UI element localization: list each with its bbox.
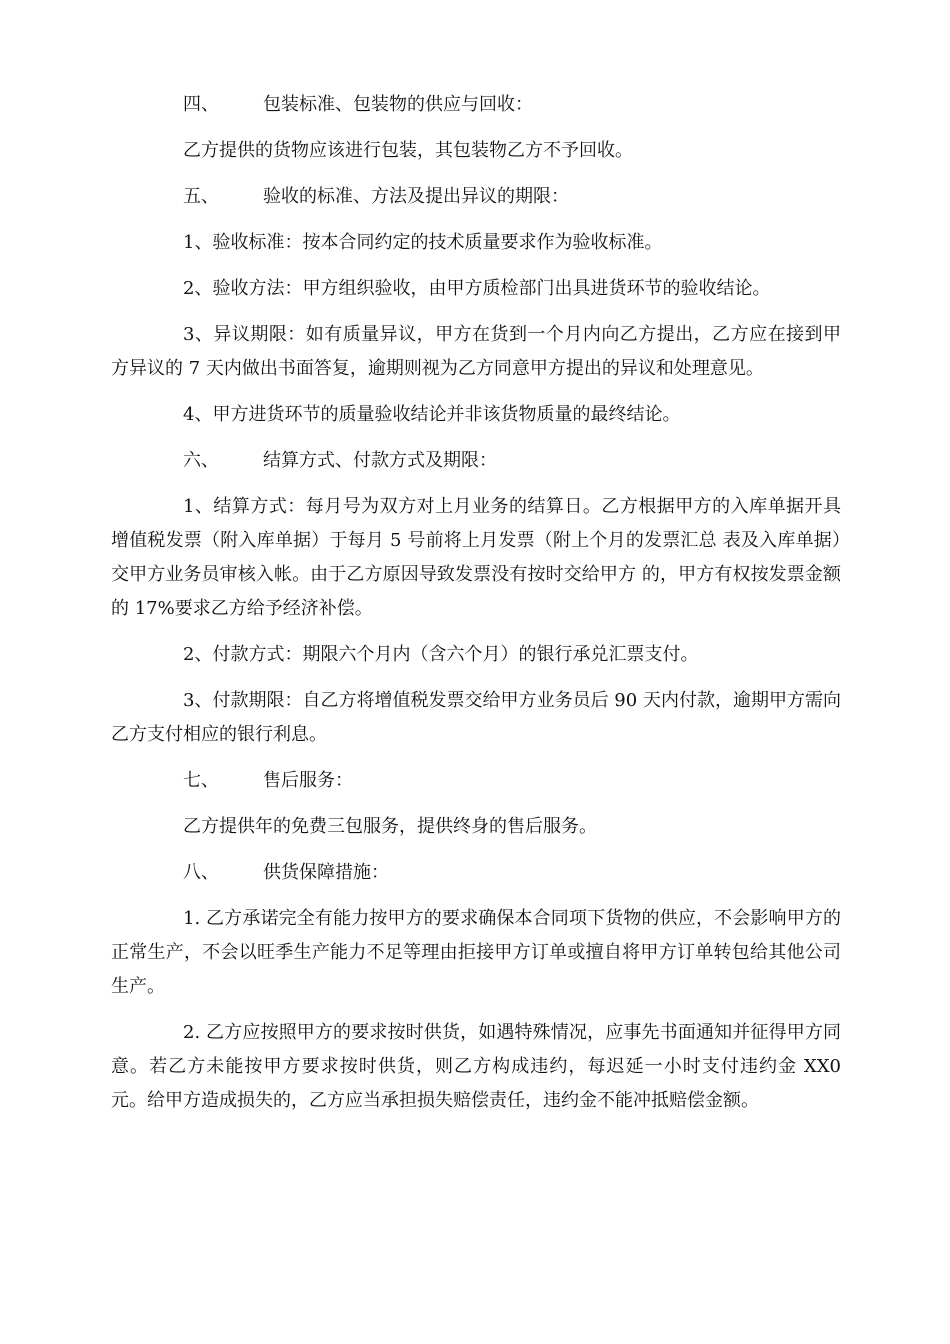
section-number: 八、 <box>183 862 219 883</box>
section-heading-8 <box>111 856 841 890</box>
paragraph: 1、结算方式：每月号为双方对上月业务的结算日。乙方根据甲方的入库单据开具增值税发票（附入库单据）于每月 5 号前将上月发票（附上个月的发票汇总 表及入库单据）交甲方业务员审核入帐。由于乙方原因导致发票没有按时交给甲方 的，甲方有权按发票金额的 17%要求乙方给予经济补偿。 <box>111 496 841 619</box>
paragraph: 1、验收标准：按本合同约定的技术质量要求作为验收标准。 <box>183 232 663 253</box>
paragraph: 乙方提供年的免费三包服务，提供终身的售后服务。 <box>183 816 597 837</box>
section-heading-5 <box>111 180 841 214</box>
section-title: 供货保障措施： <box>263 862 389 883</box>
document-body <box>111 88 841 1130</box>
paragraph: 2. 乙方应按照甲方的要求按时供货，如遇特殊情况，应事先书面通知并征得甲方同意。若乙方未能按甲方要求按时供货，则乙方构成违约，每迟延一小时支付违约金 XX0 元。给甲方造成损失的，乙方应当承担损失赔偿责任，违约金不能冲抵赔偿金额。 <box>111 1022 841 1111</box>
section-title: 售后服务： <box>263 770 353 791</box>
paragraph: 乙方提供的货物应该进行包装，其包装物乙方不予回收。 <box>183 140 633 161</box>
paragraph: 4、甲方进货环节的质量验收结论并非该货物质量的最终结论。 <box>183 404 681 425</box>
section-title: 验收的标准、方法及提出异议的期限： <box>263 186 569 207</box>
paragraph: 2、验收方法：甲方组织验收，由甲方质检部门出具进货环节的验收结论。 <box>183 278 771 299</box>
section-number: 七、 <box>183 770 219 791</box>
section-number: 六、 <box>183 450 219 471</box>
section-title: 结算方式、付款方式及期限： <box>263 450 497 471</box>
section-title: 包装标准、包装物的供应与回收： <box>263 94 533 115</box>
section-heading-6 <box>111 444 841 478</box>
section-number: 五、 <box>183 186 219 207</box>
section-number: 四、 <box>183 94 219 115</box>
paragraph: 3、付款期限：自乙方将增值税发票交给甲方业务员后 90 天内付款，逾期甲方需向乙方支付相应的银行利息。 <box>111 690 841 745</box>
paragraph: 3、异议期限：如有质量异议，甲方在货到一个月内向乙方提出，乙方应在接到甲方异议的 7 天内做出书面答复，逾期则视为乙方同意甲方提出的异议和处理意见。 <box>111 324 841 379</box>
paragraph: 2、付款方式：期限六个月内（含六个月）的银行承兑汇票支付。 <box>183 644 699 665</box>
section-heading-7 <box>111 764 841 798</box>
paragraph: 1. 乙方承诺完全有能力按甲方的要求确保本合同项下货物的供应，不会影响甲方的正常生产，不会以旺季生产能力不足等理由拒接甲方订单或擅自将甲方订单转包给其他公司生产。 <box>111 908 841 997</box>
section-heading-4 <box>111 88 841 122</box>
